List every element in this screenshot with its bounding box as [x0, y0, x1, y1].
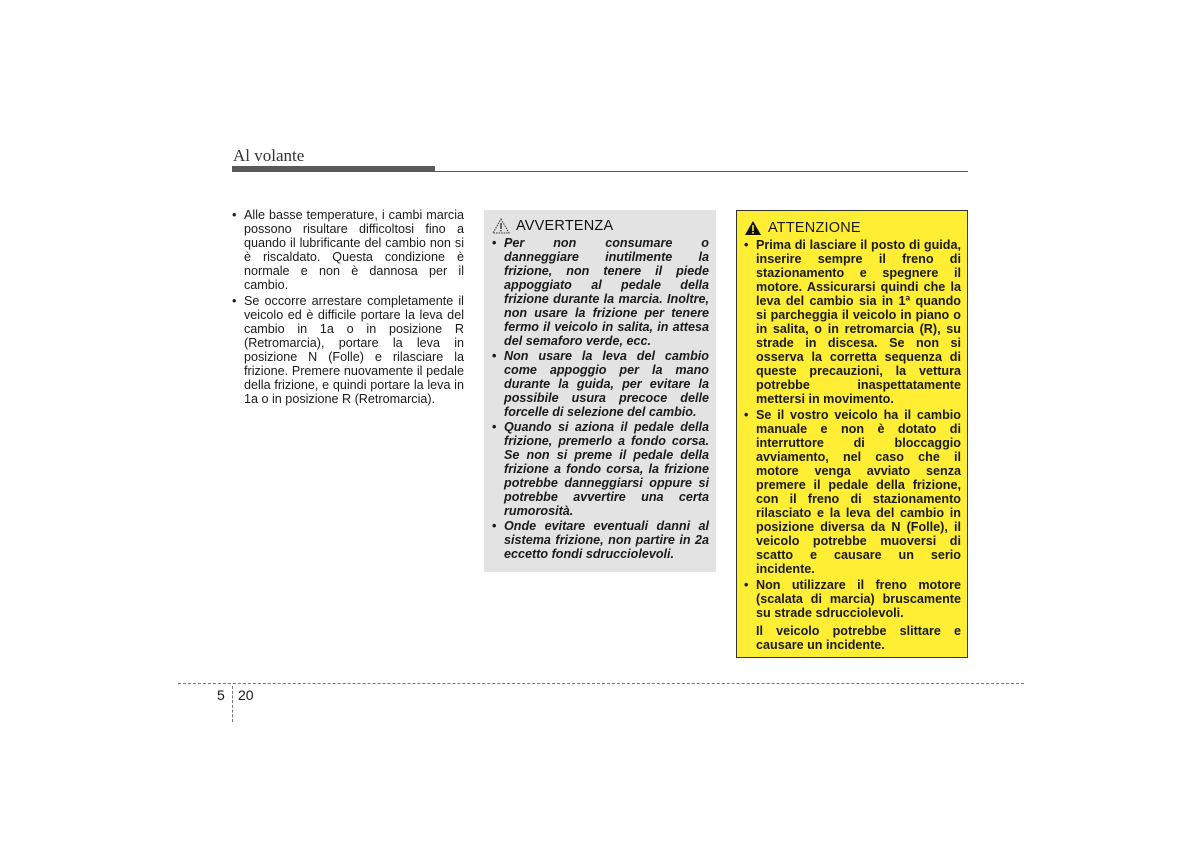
- list-item: • Se occorre arrestare completamente il veicolo ed è difficile portare la leva del cambio in 1a o in posizione R (Retromarcia), portare la leva in posizione N (Folle) e rilasciare la frizione. Premere nuovamente il pedale della frizione, e quindi portare la leva in 1a o in posizione R (Retromarcia).: [232, 294, 464, 406]
- page-number: 20: [238, 687, 254, 703]
- list-item: • Non utilizzare il freno motore (scalata di marcia) bruscamente su strade sdrucciolevoli.: [744, 578, 961, 620]
- list-item: • Non usare la leva del cambio come appoggio per la mano durante la guida, per evitare la possibile usura precoce delle forcelle di selezione del cambio.: [492, 349, 709, 419]
- warning-heading-label: AVVERTENZA: [516, 218, 614, 234]
- caution-extra-paragraph: Il veicolo potrebbe slittare e causare un incidente.: [756, 624, 961, 652]
- warning-bullet-list: [492, 236, 709, 561]
- left-column-text: [232, 208, 464, 408]
- header-rule-thin: [232, 171, 968, 172]
- warning-heading: [492, 218, 709, 234]
- caution-box: [736, 210, 968, 658]
- caution-heading-label: ATTENZIONE: [768, 220, 861, 236]
- list-item: • Onde evitare eventuali danni al sistema frizione, non partire in 2a eccetto fondi sdrucciolevoli.: [492, 519, 709, 561]
- chapter-number: 5: [217, 687, 225, 703]
- caution-bullet-list: [744, 238, 961, 620]
- warning-box: [484, 210, 716, 572]
- page-header-title: Al volante: [233, 146, 305, 165]
- footer-dashed-rule: [178, 683, 1024, 684]
- list-item: • Se il vostro veicolo ha il cambio manuale e non è dotato di interruttore di bloccaggio avviamento, nel caso che il motore venga avviato senza premere il pedale della frizione, con il freno di stazionamento rilasciato e la leva del cambio in posizione diversa da N (Folle), il veicolo potrebbe muoversi di scatto e causare un serio incidente.: [744, 408, 961, 576]
- warning-filled-icon: [744, 220, 762, 236]
- footer-dashed-divider: [232, 686, 233, 722]
- warning-outline-icon: [492, 218, 510, 234]
- list-item: • Prima di lasciare il posto di guida, inserire sempre il freno di stazionamento e spegnere il motore. Assicurarsi quindi che la leva del cambio sia in 1ª quando si parcheggia il veicolo in piano o in salita, o in retromarcia (R), su strade in discesa. Se non si osserva la corretta sequenza di queste precauzioni, la vettura potrebbe inaspettatamente mettersi in movimento.: [744, 238, 961, 406]
- list-item: • Alle basse temperature, i cambi marcia possono risultare difficoltosi fino a quando il lubrificante del cambio non si è riscaldato. Questa condizione è normale e non è dannosa per il cambio.: [232, 208, 464, 292]
- list-item: • Quando si aziona il pedale della frizione, premerlo a fondo corsa. Se non si preme il pedale della frizione a fondo corsa, la frizione potrebbe danneggiarsi oppure si potrebbe avvertire una certa rumorosità.: [492, 420, 709, 518]
- left-bullet-list: [232, 208, 464, 406]
- list-item: • Per non consumare o danneggiare inutilmente la frizione, non tenere il piede appoggiato al pedale della frizione durante la marcia. Inoltre, non usare la frizione per tenere fermo il veicolo in salita, in attesa del semaforo verde, ecc.: [492, 236, 709, 348]
- caution-heading: [744, 220, 961, 236]
